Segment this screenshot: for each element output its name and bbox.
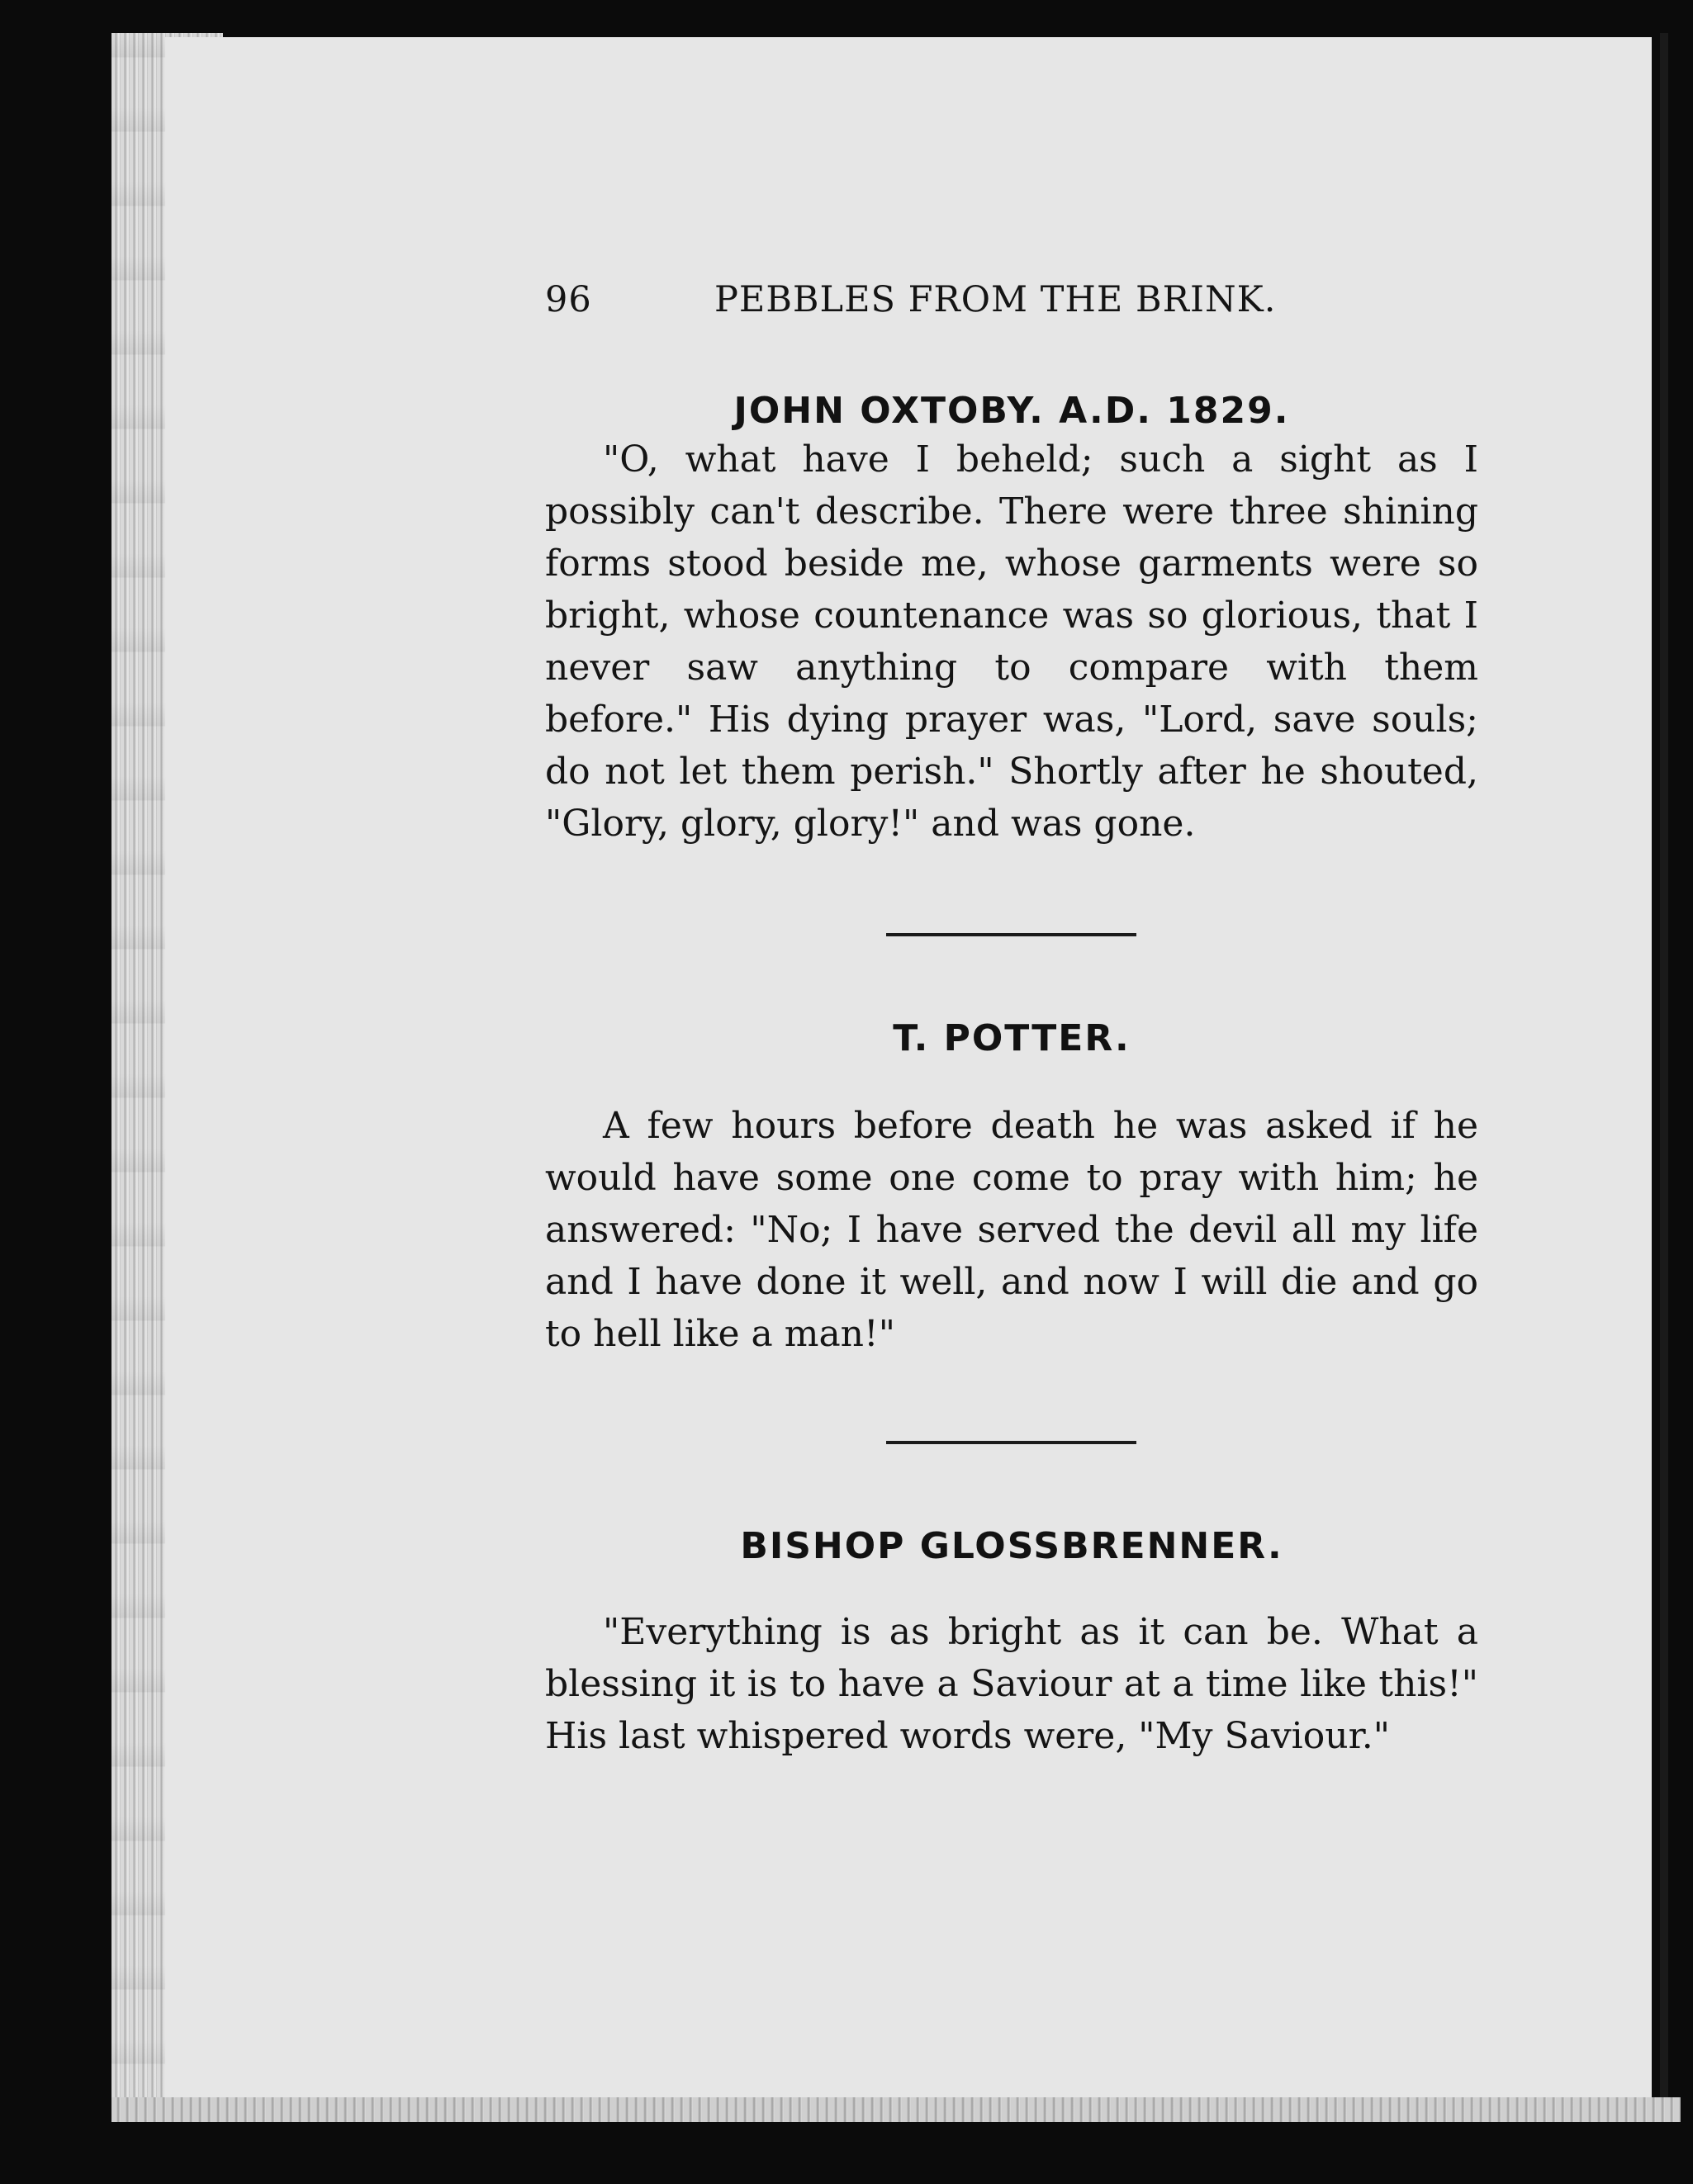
entry-text-bishop-glossbrenner: "Everything is as bright as it can be. What a blessing it is to have a Saviour at a time like this!" His last whispered words were, "My Saviour." [545,1611,1478,1757]
entry-text-john-oxtoby: "O, what have I beheld; such a sight as I possibly can't describe. There were three shining forms stood beside me, whose garments were so bright, whose countenance was so glorious, that I never saw anything to compare with them before." His dying prayer was, "Lord, save souls; do not let them perish." Shortly after he shouted, "Glory, glory, glory!" and was gone. [545,438,1478,845]
entry-title-t-potter: T. POTTER. [893,1017,1131,1059]
book-title: PEBBLES FROM THE BRINK. [714,279,1277,320]
section-divider [886,1441,1136,1444]
entry-text-t-potter: A few hours before death he was asked if he would have some one come to pray with him; he answered: "No; I have served the devil all my life and I have done it well, and now I will die and go to hell like a man!" [545,1105,1478,1355]
page-number: 96 [545,279,592,320]
scanned-page [165,37,1652,2114]
page-right-edge [1660,33,1668,2097]
entry-title-bishop-glossbrenner: BISHOP GLOSSBRENNER. [740,1525,1283,1567]
section-divider [886,933,1136,936]
page-bottom-edge [111,2097,1681,2122]
entry-title-john-oxtoby: JOHN OXTOBY. A.D. 1829. [733,390,1290,432]
